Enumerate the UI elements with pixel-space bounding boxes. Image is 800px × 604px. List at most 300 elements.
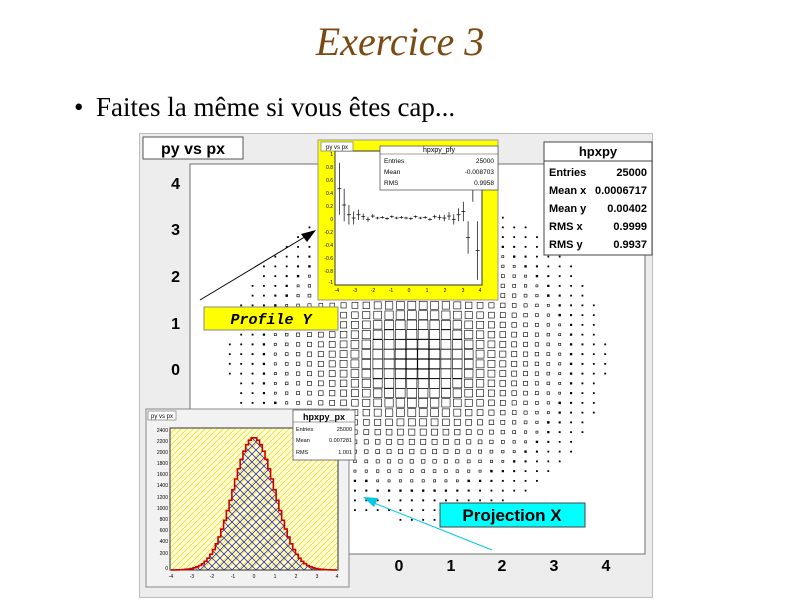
histogram-box [548, 451, 549, 452]
main-x-tick: 3 [549, 558, 559, 575]
stats-value: -0.008703 [464, 169, 494, 176]
histogram-box [263, 353, 265, 355]
histogram-box [570, 383, 572, 385]
histogram-box [570, 432, 571, 433]
bullet-text: Faites la même si vous êtes cap... [96, 92, 456, 122]
main-x-tick: 0 [394, 558, 404, 575]
histogram-box [297, 275, 299, 277]
histogram-box [286, 256, 287, 257]
histogram-box [275, 276, 276, 277]
histogram-box [582, 344, 583, 345]
histogram-box [263, 276, 264, 277]
profile-inset-title: py vs px [325, 145, 349, 151]
stats-label: Mean [296, 438, 310, 444]
projection-inset-title: py vs px [150, 414, 174, 420]
histogram-box [570, 314, 571, 315]
bullet-dot-icon: • [74, 92, 84, 122]
projection-x-tick: -3 [189, 574, 195, 580]
histogram-box [241, 383, 242, 384]
histogram-box [491, 490, 492, 491]
histogram-box [286, 266, 287, 267]
histogram-box [525, 265, 527, 267]
histogram-box [559, 402, 561, 404]
histogram-box [502, 217, 503, 218]
histogram-box [559, 441, 560, 442]
profile-stats-name: hpxpy_pfy [423, 147, 455, 154]
projection-x-tick: 2 [294, 574, 298, 580]
histogram-box [582, 363, 583, 364]
histogram-box [570, 451, 571, 452]
histogram-box [559, 422, 560, 423]
histogram-box [559, 276, 560, 277]
histogram-box [263, 373, 265, 375]
histogram-box [411, 490, 413, 492]
histogram-box [354, 480, 356, 482]
main-plot-title: py vs px [160, 141, 226, 158]
main-y-tick: 1 [171, 316, 180, 333]
histogram-box [582, 305, 583, 306]
projection-x-tick: -1 [230, 574, 236, 580]
histogram-box [593, 334, 594, 335]
histogram-box [423, 519, 424, 520]
histogram-box [502, 490, 503, 491]
histogram-box [570, 363, 572, 365]
histogram-box [263, 295, 264, 296]
histogram-box [388, 510, 389, 511]
histogram-box [570, 285, 571, 286]
histogram-box [400, 500, 401, 501]
histogram-box [309, 246, 310, 247]
histogram-box [548, 266, 549, 267]
histogram-box [570, 305, 571, 306]
histogram-box [263, 363, 265, 365]
profile-x-tick: -2 [370, 288, 376, 294]
histogram-box [411, 519, 412, 520]
histogram-box [400, 519, 401, 520]
histogram-box [274, 402, 276, 404]
histogram-box [582, 402, 583, 403]
histogram-box [582, 315, 583, 316]
histogram-box [468, 490, 469, 491]
histogram-box [548, 275, 549, 276]
projection-x-tick: 1 [273, 574, 277, 580]
profile-x-tick: 0 [407, 288, 411, 294]
profile-y-tick: 1 [330, 152, 333, 158]
histogram-box [422, 490, 424, 492]
projection-y-tick: 800 [159, 517, 168, 523]
projection-x-tick: -2 [209, 574, 215, 580]
histogram-box [593, 315, 594, 316]
stats-value: 0.00402 [607, 203, 647, 215]
histogram-box [536, 441, 538, 443]
histogram-box [309, 256, 310, 257]
histogram-box [559, 285, 560, 286]
histogram-box [229, 344, 230, 345]
projection-y-tick: 1800 [156, 461, 168, 467]
histogram-box [286, 285, 288, 287]
histogram-box [570, 402, 571, 403]
histogram-box [559, 266, 560, 267]
projection-y-tick: 1200 [156, 495, 168, 501]
histogram-box [252, 285, 253, 286]
profile-y-tick: 0 [330, 217, 333, 223]
histogram-box [536, 461, 537, 462]
projection-x-tick: 3 [315, 574, 319, 580]
stats-label: Mean y [549, 203, 587, 215]
histogram-box [286, 295, 288, 297]
histogram-box [411, 510, 412, 511]
histogram-box [548, 461, 549, 462]
histogram-box [297, 246, 298, 247]
histogram-box [286, 275, 287, 276]
histogram-box [547, 431, 549, 433]
histogram-box [582, 393, 583, 394]
main-y-tick: 3 [171, 222, 180, 239]
histogram-box [605, 373, 606, 374]
histogram-box [377, 500, 378, 501]
histogram-box [366, 510, 367, 511]
main-x-tick: 1 [446, 558, 456, 575]
projection-y-tick: 2400 [156, 428, 168, 434]
histogram-box [605, 363, 606, 364]
profile-y-tick: 0.2 [326, 204, 333, 210]
histogram-box [593, 354, 594, 355]
main-y-tick: 0 [171, 362, 180, 379]
histogram-box [241, 344, 242, 345]
histogram-box [570, 324, 572, 326]
histogram-box [582, 324, 583, 325]
stats-label: Entries [384, 158, 405, 165]
histogram-box [388, 490, 390, 492]
histogram-box [241, 373, 242, 374]
stats-value: 25000 [336, 427, 352, 433]
projection-inset [146, 409, 355, 587]
histogram-box [570, 344, 572, 346]
projection-x-tick: -4 [168, 574, 174, 580]
histogram-box [582, 373, 583, 374]
histogram-box [468, 500, 469, 501]
histogram-box [536, 275, 538, 277]
stats-label: RMS y [549, 239, 583, 251]
histogram-box [252, 344, 253, 345]
histogram-box [275, 266, 276, 267]
histogram-box [525, 480, 526, 481]
histogram-box [457, 500, 458, 501]
profile-x-tick: 3 [461, 288, 465, 294]
histogram-box [252, 373, 253, 374]
histogram-box [570, 441, 571, 442]
histogram-box [479, 500, 480, 501]
histogram-box [570, 334, 572, 336]
projection-x-tick: 0 [252, 574, 256, 580]
histogram-box [423, 510, 424, 511]
histogram-box [593, 402, 594, 403]
histogram-box [525, 490, 526, 491]
histogram-box [252, 295, 253, 296]
histogram-box [559, 256, 560, 257]
histogram-box [241, 393, 242, 394]
histogram-box [457, 490, 459, 492]
histogram-box [593, 363, 594, 364]
main-y-tick: 4 [171, 176, 180, 193]
histogram-box [593, 324, 594, 325]
stats-value: 0.9958 [474, 180, 494, 187]
histogram-box [366, 490, 367, 491]
stats-label: Entries [296, 427, 314, 433]
histogram-box [241, 363, 242, 364]
profile-y-tick: -0.8 [324, 269, 333, 275]
slide-title: Exercice 3 [315, 19, 485, 64]
histogram-box [252, 383, 253, 384]
histogram-box [582, 412, 583, 413]
profile-x-tick: -1 [388, 288, 394, 294]
histogram-box [570, 412, 571, 413]
histogram-box [275, 295, 276, 296]
histogram-box [559, 451, 560, 452]
histogram-box [559, 305, 561, 307]
histogram-box [513, 470, 514, 471]
projection-label: Projection X [462, 506, 562, 525]
histogram-box [570, 373, 572, 375]
main-x-axis [395, 558, 611, 575]
histogram-box [445, 490, 447, 492]
histogram-box [547, 295, 549, 297]
histogram-box [309, 227, 310, 228]
histogram-box [502, 480, 503, 481]
histogram-box [570, 392, 572, 394]
profile-y-tick: 0.4 [326, 191, 333, 197]
profile-y-tick: -0.4 [324, 243, 333, 249]
stats-value: 25000 [616, 167, 647, 179]
histogram-box [513, 461, 515, 463]
histogram-box [536, 451, 537, 452]
histogram-box [582, 285, 583, 286]
histogram-box [263, 402, 264, 403]
histogram-box [582, 353, 583, 354]
histogram-box [536, 246, 537, 247]
histogram-box [593, 383, 594, 384]
histogram-box [297, 266, 298, 267]
histogram-box [502, 500, 503, 501]
histogram-box [513, 246, 514, 247]
histogram-box [536, 237, 537, 238]
projection-y-tick: 0 [165, 566, 168, 572]
histogram-box [525, 227, 526, 228]
histogram-box [263, 285, 264, 286]
histogram-box [502, 470, 504, 472]
histogram-box [445, 500, 446, 501]
histogram-box [605, 354, 606, 355]
profile-x-tick: 4 [478, 288, 482, 294]
projection-y-tick: 400 [159, 539, 168, 545]
histogram-box [570, 276, 571, 277]
stats-label: Entries [549, 167, 587, 179]
histogram-box [605, 344, 606, 345]
histogram-box [593, 412, 594, 413]
histogram-box [559, 412, 561, 414]
histogram-box [525, 471, 526, 472]
histogram-box [263, 383, 265, 385]
histogram-box [241, 402, 242, 403]
histogram-box [275, 256, 276, 257]
histogram-box [229, 363, 230, 364]
histogram-box [263, 392, 265, 394]
profile-x-tick: -3 [352, 288, 358, 294]
root-canvas [139, 133, 653, 598]
stats-value: 0.9937 [613, 239, 647, 251]
profile-y-tick: 0.6 [326, 178, 333, 184]
profile-inset [318, 140, 498, 300]
projection-y-tick: 1600 [156, 472, 168, 478]
profile-label: Profile Y [230, 312, 312, 329]
histogram-box [377, 490, 379, 492]
profile-y-tick: -0.2 [324, 230, 333, 236]
projection-stats-box [293, 410, 355, 460]
main-x-tick: 4 [601, 558, 611, 575]
stats-value: 0.007281 [329, 438, 352, 444]
histogram-box [468, 480, 470, 482]
histogram-box [491, 500, 492, 501]
projection-y-tick: 1000 [156, 506, 168, 512]
projection-y-tick: 2000 [156, 450, 168, 456]
histogram-box [297, 256, 298, 257]
histogram-box [354, 500, 355, 501]
histogram-box [400, 490, 402, 492]
histogram-box [548, 441, 549, 442]
histogram-box [263, 266, 264, 267]
histogram-box [479, 480, 481, 482]
histogram-box [547, 421, 549, 423]
histogram-box [252, 393, 253, 394]
histogram-box [514, 227, 515, 228]
histogram-box [479, 490, 480, 491]
stats-label: Mean [384, 169, 401, 176]
histogram-box [514, 490, 515, 491]
profile-y-tick: 0.8 [326, 165, 333, 171]
histogram-box [502, 246, 504, 248]
histogram-box [570, 266, 571, 267]
profile-y-tick: -1 [328, 280, 333, 286]
histogram-box [377, 510, 378, 511]
stats-value: 0.9999 [613, 221, 647, 233]
histogram-box [434, 519, 435, 520]
canvas-svg [140, 134, 654, 599]
histogram-box [274, 305, 276, 307]
histogram-box [423, 500, 424, 501]
histogram-box [252, 305, 253, 306]
main-x-tick: 2 [497, 558, 507, 575]
bullet-point [74, 92, 455, 123]
histogram-box [241, 354, 242, 355]
histogram-box [525, 256, 526, 257]
stats-label: RMS [384, 180, 399, 187]
histogram-box [354, 490, 355, 491]
histogram-box [263, 344, 265, 346]
histogram-box [582, 432, 583, 433]
histogram-box [582, 383, 583, 384]
projection-y-tick: 200 [159, 551, 168, 557]
histogram-box [582, 295, 583, 296]
stats-value: 0.0006717 [595, 185, 647, 197]
histogram-box [263, 334, 265, 336]
histogram-box [559, 431, 560, 432]
histogram-box [365, 480, 367, 482]
histogram-box [548, 471, 549, 472]
profile-stats-box [380, 146, 498, 190]
histogram-box [514, 480, 515, 481]
histogram-box [582, 422, 583, 423]
profile-x-tick: 2 [443, 288, 447, 294]
projection-x-tick: 4 [335, 574, 339, 580]
histogram-box [252, 353, 253, 354]
histogram-box [502, 227, 503, 228]
histogram-box [593, 344, 594, 345]
projection-y-tick: 2200 [156, 439, 168, 445]
histogram-box [252, 402, 253, 403]
main-y-axis [171, 176, 180, 379]
histogram-box [514, 237, 515, 238]
histogram-box [297, 237, 298, 238]
projection-y-tick: 600 [159, 528, 168, 534]
histogram-box [536, 480, 537, 481]
histogram-box [400, 510, 401, 511]
histogram-box [525, 237, 526, 238]
profile-x-tick: -4 [334, 288, 340, 294]
histogram-box [241, 334, 242, 335]
histogram-box [593, 393, 594, 394]
histogram-box [559, 461, 560, 462]
histogram-box [388, 500, 389, 501]
histogram-box [241, 305, 242, 306]
histogram-box [536, 256, 537, 257]
stats-label: RMS [296, 450, 309, 456]
histogram-box [536, 471, 537, 472]
histogram-box [229, 354, 230, 355]
histogram-box [229, 373, 230, 374]
histogram-box [525, 451, 527, 453]
histogram-box [491, 480, 492, 481]
histogram-box [559, 314, 561, 316]
histogram-box [434, 500, 435, 501]
histogram-box [536, 266, 537, 267]
profile-y-tick: -0.6 [324, 256, 333, 262]
main-stats-box [544, 142, 652, 255]
main-stats-name: hpxpy [578, 144, 618, 159]
histogram-box [593, 305, 594, 306]
histogram-box [525, 461, 526, 462]
histogram-box [570, 295, 571, 296]
stats-value: 1.001 [338, 450, 352, 456]
histogram-box [263, 305, 264, 306]
stats-label: Mean x [549, 185, 587, 197]
histogram-box [354, 510, 355, 511]
histogram-box [547, 285, 549, 287]
histogram-box [309, 265, 311, 267]
profile-x-tick: 1 [425, 288, 429, 294]
histogram-box [490, 470, 492, 472]
histogram-box [570, 353, 572, 355]
main-y-tick: 2 [171, 269, 180, 286]
histogram-box [559, 295, 560, 296]
histogram-box [582, 334, 583, 335]
histogram-box [513, 256, 515, 258]
histogram-box [434, 490, 436, 492]
projection-y-tick: 1400 [156, 483, 168, 489]
histogram-box [434, 510, 435, 511]
stats-label: RMS x [549, 221, 583, 233]
histogram-box [275, 285, 276, 286]
histogram-box [502, 236, 503, 237]
